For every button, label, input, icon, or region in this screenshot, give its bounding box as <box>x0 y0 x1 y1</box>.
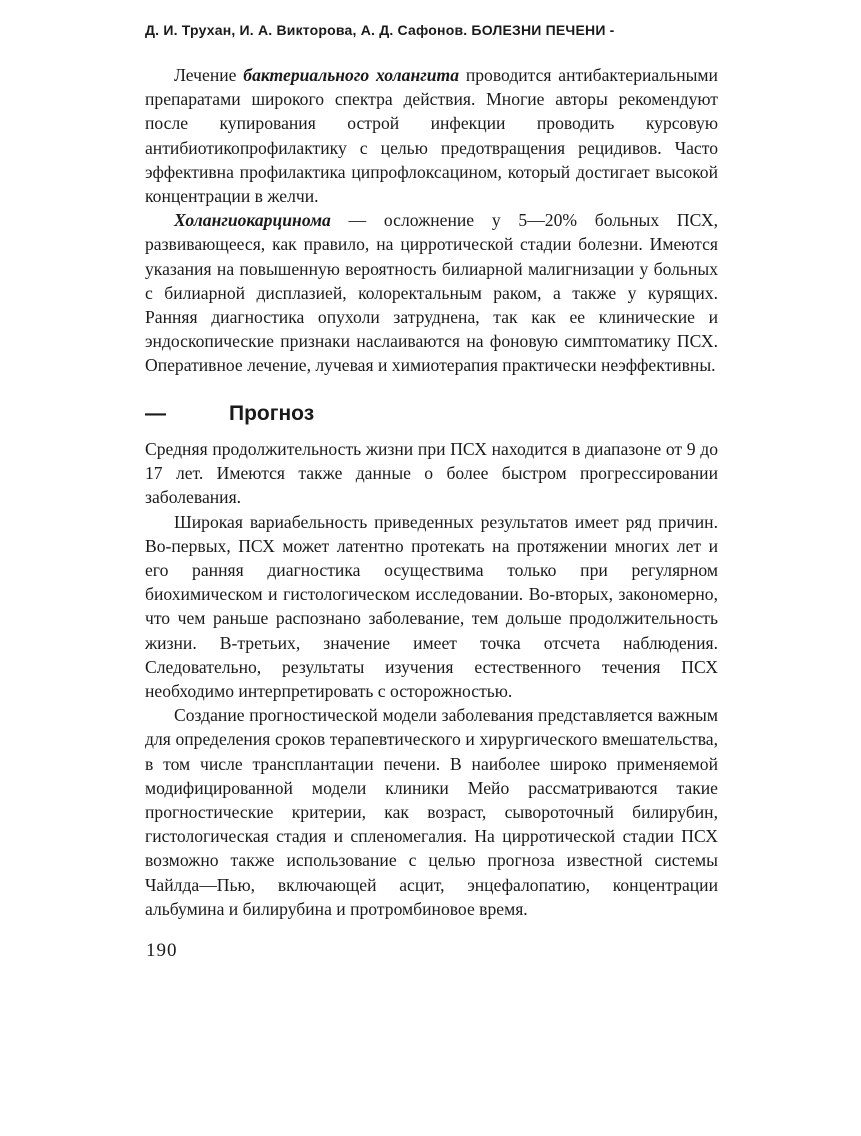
paragraph-cholangiocarcinoma <box>145 208 718 377</box>
running-head: Д. И. Трухан, И. А. Викторова, А. Д. Сафонов. БОЛЕЗНИ ПЕЧЕНИ - <box>145 22 615 38</box>
paragraph-prognostic-model: Создание прогностической модели заболевания представляется важным для определения сроков терапевтического и хирургического вмешательства, в том числе трансплантации печени. В наиболее широко применяемой модифицированной модели клиники Мейо рассматриваются такие прогностические критерии, как возраст, сывороточный билирубин, гистологическая стадия и спленомегалия. На цирротической стадии ПСХ возможно также использование с целью прогноза известной системы Чайлда—Пью, включающей асцит, энцефалопатию, концентрации альбумина и билирубина и протромбиновое время. <box>145 705 718 919</box>
paragraph-text: проводится антибактериальными препаратами широкого спектра действия. Многие авторы рекомендуют после купирования острой инфекции проводить курсовую антибиотикопрофилактику с целью предотвращения рецидивов. Часто эффективна профилактика ципрофлоксацином, который достигает высокой концентрации в желчи. <box>145 65 718 207</box>
paragraph-bacterial-cholangitis <box>145 63 718 208</box>
section-heading-prognosis <box>145 401 718 427</box>
heading-dash: — <box>145 402 166 425</box>
text-block-top <box>145 63 718 378</box>
term-bacterial-cholangitis: бактериального холангита <box>243 65 460 85</box>
heading-title: Прогноз <box>229 402 315 425</box>
text-block-prognosis <box>145 437 718 921</box>
page-number: 190 <box>146 940 178 961</box>
paragraph-prefix: Лечение <box>174 65 244 85</box>
paragraph-text: — осложнение у 5—20% больных ПСХ, развивающееся, как правило, на цирротической стадии болезни. Имеются указания на повышенную вероятность билиарной малигнизации у больных с билиарной дисплазией, колоректальным раком, а также у курящих. Ранняя диагностика опухоли затруднена, так как ее клинические и эндоскопические признаки наслаиваются на фоновую симптоматику ПСХ. Оперативное лечение, лучевая и химиотерапия практически неэффективны. <box>145 210 718 376</box>
term-cholangiocarcinoma: Холангиокарцинома <box>174 210 331 231</box>
paragraph-life-expectancy: Средняя продолжительность жизни при ПСХ находится в диапазоне от 9 до 17 лет. Имеются также данные о более быстром прогрессировании заболевания. <box>145 439 718 508</box>
paragraph-variability: Широкая вариабельность приведенных результатов имеет ряд причин. Во-первых, ПСХ может латентно протекать на протяжении многих лет и его ранняя диагностика осуществима только при регулярном биохимическом и гистологическом исследовании. Во-вторых, закономерно, что чем раньше распознано заболевание, тем дольше продолжительность жизни. В-третьих, значение имеет точка отсчета наблюдения. Следовательно, результаты изучения естественного течения ПСХ необходимо интерпретировать с осторожностью. <box>145 511 718 702</box>
